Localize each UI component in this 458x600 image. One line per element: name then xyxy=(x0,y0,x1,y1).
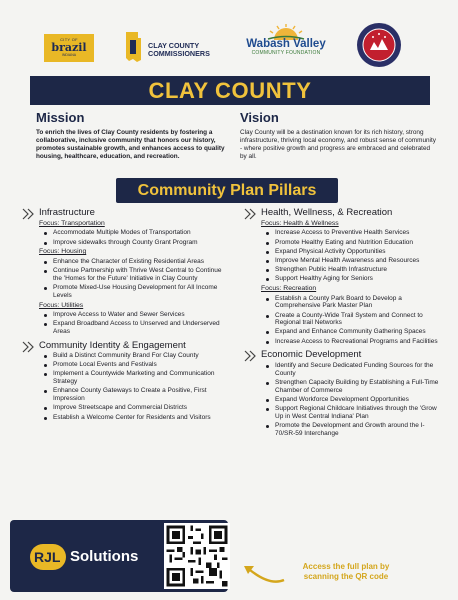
pillar-title: Economic Development xyxy=(261,349,362,361)
list-item: Improve Mental Health Awareness and Resources xyxy=(261,257,444,265)
pillars-left-column xyxy=(22,208,232,426)
footer xyxy=(0,520,458,600)
list-item: Improve Streetscape and Commercial Districts xyxy=(39,404,232,412)
pillars-banner xyxy=(116,178,338,203)
mission-text: To enrich the lives of Clay County residents by fostering a collaborative, inclusive community that honors our history, promotes sustainable growth, and enhances access to quality housing, healthcare, education, and recreation. xyxy=(36,129,225,160)
list-item: Increase Access to Recreational Programs and Facilities xyxy=(261,338,444,346)
list-item: Support Regional Childcare Initiatives through the 'Grow Up in West Central Indiana' Plan xyxy=(261,405,444,421)
list-item: Create a County-Wide Trail System and Connect to Regional trail Networks xyxy=(261,312,444,328)
list-item: Expand Physical Activity Opportunities xyxy=(261,248,444,256)
mission-section xyxy=(36,110,232,161)
list-item: Increase Access to Preventive Health Services xyxy=(261,229,444,237)
chevron-arrow-icon xyxy=(244,350,258,362)
partner-logos xyxy=(0,18,458,74)
focus-label: Focus: Recreation xyxy=(261,285,317,293)
list-item: Establish a Welcome Center for Residents and Visitors xyxy=(39,414,232,422)
vision-text: Clay County will be a destination known for its rich history, strong infrastructure, thriving local economy, and robust sense of community - where positive growth and progress are embraced and celebrated by all. xyxy=(240,129,436,160)
focus-list xyxy=(261,295,444,346)
list-item: Expand Broadband Access to Unserved and Underserved Areas xyxy=(39,320,232,336)
list-item: Implement a Countywide Marketing and Communication Strategy xyxy=(39,370,232,386)
list-item: Support Healthy Aging for Seniors xyxy=(261,275,444,283)
chevron-arrow-icon xyxy=(244,208,258,220)
list-item: Build a Distinct Community Brand For Clay County xyxy=(39,352,232,360)
list-item: Establish a County Park Board to Develop a Comprehensive Park Master Plan xyxy=(261,295,444,311)
commissioners-line1: CLAY COUNTY xyxy=(148,41,200,50)
pillar-list xyxy=(39,352,232,421)
wabash-valley-name: Wabash Valley xyxy=(246,38,326,50)
chevron-arrow-icon xyxy=(22,341,36,353)
focus-label: Focus: Utilities xyxy=(39,301,84,309)
qr-call-to-action: Access the full plan by scanning the QR code xyxy=(302,562,390,581)
curved-arrow-icon xyxy=(240,560,286,584)
list-item: Improve sidewalks through County Grant Program xyxy=(39,239,232,247)
pillar-title: Community Identity & Engagement xyxy=(39,339,186,351)
list-item: Accommodate Multiple Modes of Transportation xyxy=(39,229,232,237)
commissioners-line2: COMMISSIONERS xyxy=(148,49,210,58)
focus-list xyxy=(39,229,232,246)
qr-code[interactable] xyxy=(164,523,230,589)
list-item: Expand Workforce Development Opportunities xyxy=(261,396,444,404)
list-item: Continue Partnership with Thrive West Central to Continue the 'Homes for the Future' Initiative in Clay County xyxy=(39,267,232,283)
list-item: Improve Access to Water and Sewer Services xyxy=(39,311,232,319)
pillar-list xyxy=(261,362,444,438)
list-item: Enhance the Character of Existing Residential Areas xyxy=(39,258,232,266)
focus-label: Focus: Transportation xyxy=(39,220,105,227)
pillar-health-wellness xyxy=(244,208,444,345)
vision-heading: Vision xyxy=(240,110,279,125)
list-item: Identify and Secure Dedicated Funding Sources for the County xyxy=(261,362,444,378)
wabash-valley-sub: COMMUNITY FOUNDATION xyxy=(251,50,321,56)
list-item: Strengthen Public Health Infrastructure xyxy=(261,266,444,274)
pillar-title: Health, Wellness, & Recreation xyxy=(261,207,393,218)
title-banner xyxy=(30,76,430,105)
pillar-economic-development xyxy=(244,350,444,437)
pillars-title: Community Plan Pillars xyxy=(137,182,317,199)
wabash-valley-logo xyxy=(240,24,332,68)
chevron-arrow-icon xyxy=(22,208,36,220)
rjl-logo-text: RJL xyxy=(34,549,61,565)
pillar-community-identity xyxy=(22,341,232,422)
list-item: Promote Mixed-Use Housing Development for All Income Levels xyxy=(39,284,232,300)
focus-list xyxy=(39,258,232,300)
brazil-logo-name: brazil xyxy=(51,41,87,54)
indiana-state-icon xyxy=(124,32,142,62)
list-item: Strengthen Capacity Building by Establishing a Full-Time Chamber of Commerce xyxy=(261,379,444,395)
focus-list xyxy=(39,311,232,336)
brazil-logo-top: CITY OF xyxy=(60,37,78,42)
clay-county-commissioners-logo xyxy=(124,32,224,64)
page-title: CLAY COUNTY xyxy=(148,78,312,103)
list-item: Promote the Development and Growth around the I-70/SR-59 Interchange xyxy=(261,422,444,438)
brazil-logo-bottom: INDIANA xyxy=(61,53,77,57)
focus-label: Focus: Housing xyxy=(39,248,87,256)
focus-label: Focus: Health & Wellness xyxy=(261,220,339,227)
pillars-right-column xyxy=(244,208,444,443)
list-item: Expand and Enhance Community Gathering Spaces xyxy=(261,328,444,336)
list-item: Enhance County Gateways to Create a Positive, First Impression xyxy=(39,387,232,403)
vision-section xyxy=(240,110,436,161)
list-item: Promote Local Events and Festivals xyxy=(39,361,232,369)
pillar-title: Infrastructure xyxy=(39,207,95,218)
rjl-brand-name: Solutions xyxy=(70,548,139,565)
pillar-infrastructure xyxy=(22,208,232,336)
mission-heading: Mission xyxy=(36,110,85,125)
clay-county-chamber-seal-icon xyxy=(356,22,402,68)
list-item: Promote Healthy Eating and Nutrition Education xyxy=(261,239,444,247)
focus-list xyxy=(261,229,444,283)
city-of-brazil-logo xyxy=(44,34,94,62)
